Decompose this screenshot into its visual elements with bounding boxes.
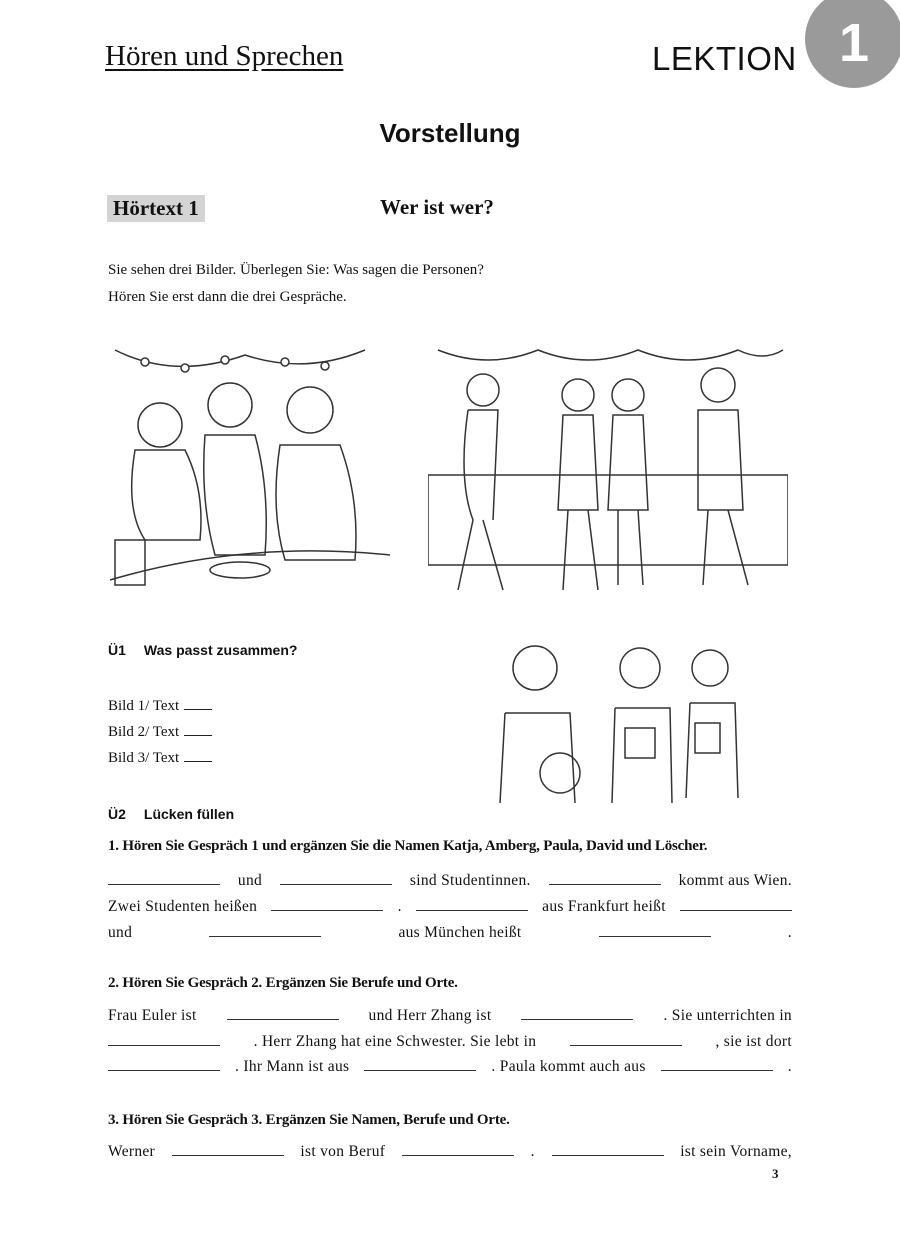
cloze-text: . Herr Zhang hat eine Schwester. Sie lebt in	[253, 1033, 537, 1050]
answer-blank[interactable]	[521, 1005, 633, 1020]
page-number: 3	[772, 1166, 779, 1181]
cloze-line	[108, 870, 792, 890]
cloze-text: und	[108, 924, 133, 941]
answer-blank[interactable]	[227, 1005, 339, 1020]
answer-blank[interactable]	[661, 1056, 773, 1071]
cloze-text: und	[237, 872, 263, 889]
answer-blank[interactable]	[108, 1031, 220, 1046]
match-label: Bild 2/ Text	[108, 724, 180, 740]
answer-blank[interactable]	[184, 697, 212, 710]
answer-blank[interactable]	[599, 922, 711, 937]
cloze-text: aus Frankfurt heißt	[542, 898, 666, 915]
answer-blank[interactable]	[108, 870, 220, 885]
cloze-text: Zwei Studenten heißen	[108, 898, 258, 915]
cloze-text: ist sein Vorname,	[680, 1143, 792, 1160]
lektion-label: LEKTION	[652, 40, 797, 77]
task-question: 1. Hören Sie Gespräch 1 und ergänzen Sie die Namen Katja, Amberg, Paula, David und Löscher.	[108, 838, 708, 854]
cloze-text: .	[787, 1058, 792, 1075]
exercise-title: Was passt zusammen?	[143, 642, 298, 658]
exercise-number: Ü2	[108, 806, 126, 822]
match-label: Bild 3/ Text	[108, 750, 180, 766]
intro-line: Hören Sie erst dann die drei Gespräche.	[108, 289, 347, 305]
task-question: 2. Hören Sie Gespräch 2. Ergänzen Sie Berufe und Orte.	[108, 975, 458, 991]
cloze-text: .	[530, 1143, 535, 1160]
match-label: Bild 1/ Text	[108, 698, 180, 714]
cloze-line	[108, 1141, 792, 1161]
match-item	[108, 723, 212, 741]
cloze-text: . Paula kommt auch aus	[491, 1058, 646, 1075]
cloze-line	[108, 1031, 792, 1051]
cloze-text: und Herr Zhang ist	[368, 1007, 492, 1024]
cloze-text: aus München heißt	[398, 924, 522, 941]
cloze-text: Werner	[108, 1143, 156, 1160]
page-title: Vorstellung	[379, 118, 521, 148]
exercise-number: Ü1	[108, 642, 126, 658]
answer-blank[interactable]	[271, 896, 383, 911]
cloze-text: ist von Beruf	[300, 1143, 386, 1160]
illustration-party-1	[105, 340, 390, 600]
answer-blank[interactable]	[184, 723, 212, 736]
match-item	[108, 749, 212, 767]
cloze-line	[108, 1056, 792, 1076]
cloze-text: .	[397, 898, 402, 915]
match-item	[108, 697, 212, 715]
cloze-text: , sie ist dort	[715, 1033, 792, 1050]
cloze-text: . Ihr Mann ist aus	[235, 1058, 350, 1075]
hoertext-label: Hörtext 1	[107, 195, 205, 222]
answer-blank[interactable]	[402, 1141, 514, 1156]
answer-blank[interactable]	[364, 1056, 476, 1071]
section-title: Hören und Sprechen	[105, 40, 344, 72]
cloze-text: Frau Euler ist	[108, 1007, 197, 1024]
cloze-text: sind Studentinnen.	[409, 872, 531, 889]
exercise-title: Lücken füllen	[143, 806, 235, 822]
cloze-line	[108, 922, 792, 942]
answer-blank[interactable]	[549, 870, 661, 885]
answer-blank[interactable]	[680, 896, 792, 911]
answer-blank[interactable]	[209, 922, 321, 937]
cloze-line	[108, 896, 792, 916]
cloze-line	[108, 1005, 792, 1025]
answer-blank[interactable]	[108, 1056, 220, 1071]
illustration-students	[490, 628, 745, 803]
hoertext-heading: Wer ist wer?	[380, 195, 494, 219]
answer-blank[interactable]	[172, 1141, 284, 1156]
answer-blank[interactable]	[570, 1031, 682, 1046]
cloze-text: kommt aus Wien.	[678, 872, 792, 889]
answer-blank[interactable]	[184, 749, 212, 762]
lektion-number-badge: 1	[805, 0, 900, 88]
answer-blank[interactable]	[552, 1141, 664, 1156]
cloze-text: .	[787, 924, 792, 941]
exercise-u1-heading	[108, 642, 315, 658]
task-question: 3. Hören Sie Gespräch 3. Ergänzen Sie Namen, Berufe und Orte.	[108, 1112, 510, 1128]
intro-line: Sie sehen drei Bilder. Überlegen Sie: Was sagen die Personen?	[108, 262, 484, 278]
answer-blank[interactable]	[416, 896, 528, 911]
exercise-u2-heading	[108, 806, 252, 822]
illustration-party-2	[428, 340, 788, 602]
cloze-text: . Sie unterrichten in	[663, 1007, 792, 1024]
answer-blank[interactable]	[280, 870, 392, 885]
